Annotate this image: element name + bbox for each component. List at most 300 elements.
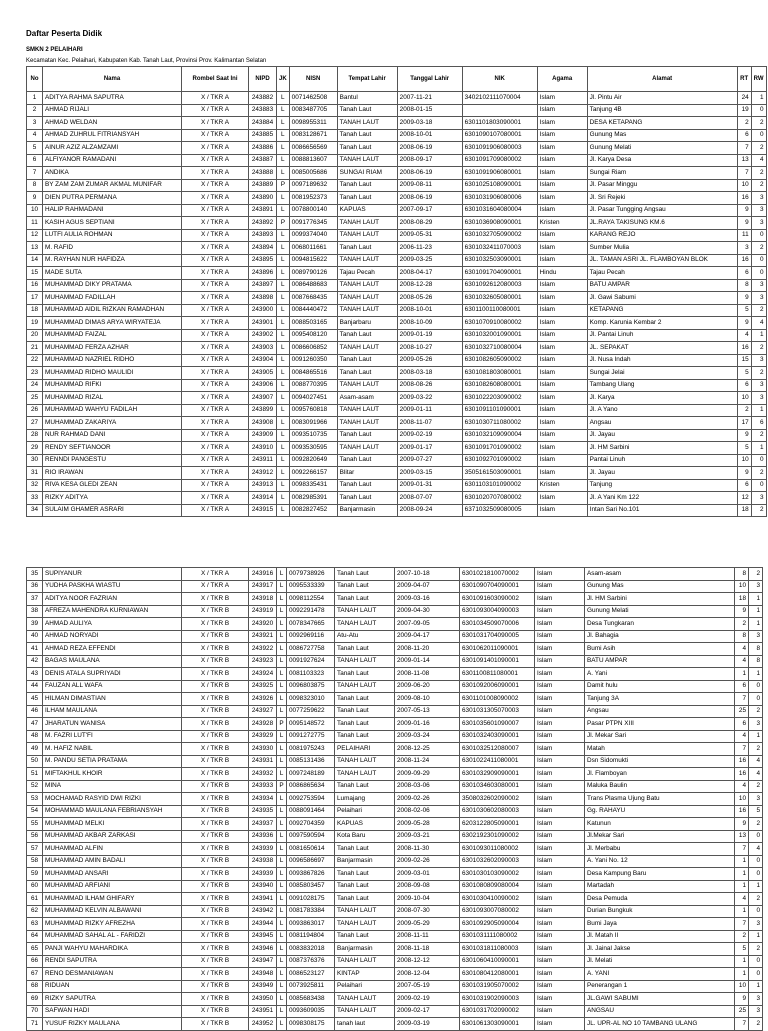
cell-rt: 2 xyxy=(737,117,751,130)
cell-nik: 6301070910080002 xyxy=(462,317,537,330)
table-row xyxy=(27,504,767,517)
cell-tempat-lahir: Tanah Laut xyxy=(337,192,397,205)
cell-nisn: 0087376376 xyxy=(287,955,335,968)
cell-nipd: 243938 xyxy=(249,855,277,868)
cell-nik: 6301022411080001 xyxy=(460,755,535,768)
cell-no: 40 xyxy=(27,630,43,643)
cell-nipd: 243942 xyxy=(249,905,277,918)
cell-nama: ADITYA RAHMA SAPUTRA xyxy=(43,92,182,105)
cell-agama: Islam xyxy=(535,968,585,981)
cell-rombel: X / TKR A xyxy=(182,154,249,167)
cell-alamat: Martadah xyxy=(585,880,735,893)
cell-rombel: X / TKR B xyxy=(182,818,249,831)
cell-agama: Islam xyxy=(537,342,587,355)
cell-alamat: Bumi Jaya xyxy=(585,918,735,931)
cell-alamat: Tajau Pecah xyxy=(587,267,737,280)
cell-nipd: 243920 xyxy=(249,618,277,631)
cell-nik: 6301092701090002 xyxy=(462,454,537,467)
cell-tempat-lahir: Tanah Laut xyxy=(337,104,397,117)
cell-alamat: Jl. Melati xyxy=(585,955,735,968)
table-row xyxy=(27,179,767,192)
cell-nipd: 243929 xyxy=(249,730,277,743)
cell-jk: L xyxy=(277,818,287,831)
cell-jk: L xyxy=(277,568,287,581)
cell-nipd: 243905 xyxy=(249,367,277,380)
table-row xyxy=(27,655,763,668)
cell-tempat-lahir: TANAH LAUT xyxy=(337,342,397,355)
cell-nisn: 0091272775 xyxy=(287,730,335,743)
cell-rombel: X / TKR B xyxy=(182,955,249,968)
cell-nik: 6301090704090001 xyxy=(460,580,535,593)
cell-tempat-lahir: Tanah Laut xyxy=(337,129,397,142)
table-row xyxy=(27,129,767,142)
cell-nama: HALIP RAHMADANI xyxy=(43,204,182,217)
cell-nisn: 0085803457 xyxy=(287,880,335,893)
cell-rw: 5 xyxy=(749,805,763,818)
cell-nama: NUR RAHMAD DANI xyxy=(43,429,182,442)
cell-nik: 6301021810070002 xyxy=(460,568,535,581)
cell-nik: 6301091603090002 xyxy=(460,593,535,606)
cell-no: 63 xyxy=(27,918,43,931)
cell-tanggal-lahir: 2008-11-24 xyxy=(395,755,460,768)
cell-tanggal-lahir: 2009-04-17 xyxy=(395,630,460,643)
cell-rt: 7 xyxy=(737,142,751,155)
cell-no: 33 xyxy=(27,492,43,505)
table-row xyxy=(27,818,763,831)
cell-agama: Islam xyxy=(535,605,585,618)
cell-rombel: X / TKR A xyxy=(182,179,249,192)
cell-nisn: 0079738926 xyxy=(287,568,335,581)
cell-agama: Islam xyxy=(537,442,587,455)
cell-nama: MUHAMMAD RIDHO MAULIDI xyxy=(43,367,182,380)
cell-tempat-lahir: SUNGAI RIAM xyxy=(337,167,397,180)
cell-tempat-lahir: TANAH LAUT xyxy=(335,655,395,668)
cell-jk: L xyxy=(277,680,287,693)
cell-nik xyxy=(462,104,537,117)
cell-rw: 0 xyxy=(749,830,763,843)
cell-rombel: X / TKR B xyxy=(182,680,249,693)
cell-tempat-lahir: Tanah Laut xyxy=(335,930,395,943)
cell-nisn: 0085683438 xyxy=(287,993,335,1006)
cell-nama: MADE SUTA xyxy=(43,267,182,280)
cell-no: 8 xyxy=(27,179,43,192)
cell-tanggal-lahir: 2008-12-25 xyxy=(395,743,460,756)
cell-alamat: Asam-asam xyxy=(585,568,735,581)
cell-rt: 9 xyxy=(737,292,751,305)
cell-nisn: 0081194804 xyxy=(287,930,335,943)
cell-rt: 15 xyxy=(737,354,751,367)
header-nipd: NIPD xyxy=(249,67,277,92)
cell-agama: Islam xyxy=(537,467,587,480)
cell-nisn: 0084440472 xyxy=(289,304,337,317)
cell-alamat: Jl. Merbabu xyxy=(585,843,735,856)
cell-nik: 6371032509080005 xyxy=(462,504,537,517)
cell-rt: 6 xyxy=(735,718,749,731)
cell-alamat: A. Yani No. 12 xyxy=(585,855,735,868)
table-row xyxy=(27,955,763,968)
cell-tempat-lahir: Tanah Laut xyxy=(335,593,395,606)
cell-rombel: X / TKR B xyxy=(182,705,249,718)
cell-rw: 2 xyxy=(751,504,766,517)
cell-agama: Islam xyxy=(535,693,585,706)
cell-agama: Islam xyxy=(537,142,587,155)
cell-jk: L xyxy=(277,92,290,105)
cell-no: 13 xyxy=(27,242,43,255)
cell-no: 30 xyxy=(27,454,43,467)
cell-rombel: X / TKR A xyxy=(182,442,249,455)
cell-tempat-lahir: TANAH LAUT xyxy=(337,154,397,167)
cell-tanggal-lahir: 2009-03-01 xyxy=(395,868,460,881)
cell-no: 2 xyxy=(27,104,43,117)
cell-rombel: X / TKR B xyxy=(182,993,249,1006)
table-row xyxy=(27,780,763,793)
cell-rombel: X / TKR B xyxy=(182,893,249,906)
table-row xyxy=(27,492,767,505)
cell-alamat: Jl. Nusa Indah xyxy=(587,354,737,367)
cell-nik: 6301030410090002 xyxy=(460,893,535,906)
cell-no: 39 xyxy=(27,618,43,631)
cell-no: 62 xyxy=(27,905,43,918)
cell-nipd: 243885 xyxy=(249,129,277,142)
cell-nik: 6301091401090001 xyxy=(460,655,535,668)
table-row xyxy=(27,943,763,956)
cell-jk: L xyxy=(277,329,290,342)
cell-nipd: 243951 xyxy=(249,1005,277,1018)
cell-rombel: X / TKR A xyxy=(182,217,249,230)
cell-nik: 6301032411070003 xyxy=(462,242,537,255)
cell-rt: 18 xyxy=(735,593,749,606)
cell-nik: 6301032705090002 xyxy=(462,229,537,242)
cell-rw: 3 xyxy=(751,279,766,292)
cell-agama: Islam xyxy=(535,893,585,906)
cell-agama: Islam xyxy=(537,329,587,342)
cell-rt: 10 xyxy=(735,580,749,593)
cell-nipd: 243923 xyxy=(249,655,277,668)
cell-jk: L xyxy=(277,104,290,117)
cell-nama: MUHAMMAD MELKI xyxy=(43,818,182,831)
cell-tanggal-lahir: 2009-03-21 xyxy=(395,830,460,843)
table-row xyxy=(27,968,763,981)
cell-jk: L xyxy=(277,855,287,868)
cell-rombel: X / TKR A xyxy=(182,354,249,367)
cell-tempat-lahir: TANAH LAUT xyxy=(337,292,397,305)
cell-rt: 4 xyxy=(735,893,749,906)
cell-tanggal-lahir: 2009-07-27 xyxy=(397,454,462,467)
cell-rombel: X / TKR A xyxy=(182,568,249,581)
cell-agama: Islam xyxy=(535,755,585,768)
cell-nik: 6301100811080001 xyxy=(460,668,535,681)
cell-nama: RENDI SAPUTRA xyxy=(43,955,182,968)
cell-nama: BAGAS MAULANA xyxy=(43,655,182,668)
cell-rt: 4 xyxy=(735,780,749,793)
cell-alamat: Gunung Mas xyxy=(585,580,735,593)
header-agama: Agama xyxy=(537,67,587,92)
cell-rw: 1 xyxy=(749,605,763,618)
cell-nipd: 243952 xyxy=(249,1018,277,1031)
cell-nama: RENO DESMANIAWAN xyxy=(43,968,182,981)
cell-rw: 3 xyxy=(749,993,763,1006)
cell-agama: Islam xyxy=(535,818,585,831)
table-row xyxy=(27,442,767,455)
cell-nik: 6301091906080001 xyxy=(462,167,537,180)
cell-rt: 10 xyxy=(735,980,749,993)
cell-agama: Islam xyxy=(535,718,585,731)
table-row xyxy=(27,805,763,818)
cell-tanggal-lahir: 2009-05-31 xyxy=(397,229,462,242)
cell-rt: 16 xyxy=(737,192,751,205)
cell-nama: MUHAMMAD WAHYU FADILAH xyxy=(43,404,182,417)
table-row xyxy=(27,104,767,117)
cell-alamat: DESA KETAPANG xyxy=(587,117,737,130)
cell-nisn: 0098112554 xyxy=(287,593,335,606)
cell-rt: 9 xyxy=(735,818,749,831)
cell-tanggal-lahir: 2009-08-11 xyxy=(397,179,462,192)
header-rt: RT xyxy=(737,67,751,92)
cell-agama: Islam xyxy=(537,104,587,117)
cell-tanggal-lahir: 2008-10-01 xyxy=(397,304,462,317)
cell-jk: L xyxy=(277,580,287,593)
cell-nipd: 243902 xyxy=(249,329,277,342)
cell-nipd: 243896 xyxy=(249,267,277,280)
cell-nama: HILMAN DIMASTIAN xyxy=(43,693,182,706)
cell-alamat: Desa Tungkaran xyxy=(585,618,735,631)
cell-alamat: Desa Pemuda xyxy=(585,893,735,906)
cell-nisn: 0093863017 xyxy=(287,918,335,931)
cell-rt: 7 xyxy=(735,918,749,931)
cell-no: 23 xyxy=(27,367,43,380)
cell-nik: 6301091709080002 xyxy=(462,154,537,167)
cell-rw: 2 xyxy=(751,304,766,317)
cell-nipd: 243897 xyxy=(249,279,277,292)
cell-rw: 4 xyxy=(751,317,766,330)
cell-tempat-lahir: Tanah Laut xyxy=(337,492,397,505)
cell-no: 10 xyxy=(27,204,43,217)
cell-rt: 4 xyxy=(735,655,749,668)
cell-tanggal-lahir: 2007-05-13 xyxy=(395,705,460,718)
cell-nama: RIDUAN xyxy=(43,980,182,993)
cell-tempat-lahir: Tanah Laut xyxy=(335,880,395,893)
cell-nisn: 0091927624 xyxy=(287,655,335,668)
cell-nisn: 0095760818 xyxy=(289,404,337,417)
cell-rt: 12 xyxy=(737,492,751,505)
cell-rw: 3 xyxy=(751,217,766,230)
cell-nik: 6301032001090001 xyxy=(462,329,537,342)
cell-jk: L xyxy=(277,618,287,631)
cell-jk: L xyxy=(277,893,287,906)
cell-jk: L xyxy=(277,755,287,768)
cell-no: 32 xyxy=(27,479,43,492)
cell-tanggal-lahir: 2009-01-31 xyxy=(397,479,462,492)
cell-nama: M. PANDU SETIA PRATAMA xyxy=(43,755,182,768)
cell-nipd: 243884 xyxy=(249,117,277,130)
cell-agama: Islam xyxy=(535,680,585,693)
cell-no: 11 xyxy=(27,217,43,230)
cell-jk: L xyxy=(277,267,290,280)
cell-rombel: X / TKR B xyxy=(182,905,249,918)
cell-rombel: X / TKR A xyxy=(182,242,249,255)
header-alamat: Alamat xyxy=(587,67,737,92)
cell-rw: 0 xyxy=(751,229,766,242)
cell-alamat: Jl. HM Sarbini xyxy=(587,442,737,455)
cell-jk: L xyxy=(277,1018,287,1031)
cell-tempat-lahir: KINTAP xyxy=(335,968,395,981)
cell-rombel: X / TKR A xyxy=(182,129,249,142)
cell-tanggal-lahir: 2008-11-07 xyxy=(397,417,462,430)
cell-nama: MUHAMMAD ZAKARIYA xyxy=(43,417,182,430)
cell-rw: 0 xyxy=(751,104,766,117)
cell-tanggal-lahir: 2008-08-29 xyxy=(397,217,462,230)
cell-no: 49 xyxy=(27,743,43,756)
cell-tanggal-lahir: 2008-04-17 xyxy=(397,267,462,280)
cell-nik: 6301082608080001 xyxy=(462,379,537,392)
cell-nisn: 0084865516 xyxy=(289,367,337,380)
cell-tempat-lahir: TANAH LAUT xyxy=(337,379,397,392)
cell-nama: DENIS ATALA SUPRIYADI xyxy=(43,668,182,681)
table-row xyxy=(27,580,763,593)
cell-rombel: X / TKR B xyxy=(182,968,249,981)
cell-no: 9 xyxy=(27,192,43,205)
cell-alamat: Jl. A Yani Km 122 xyxy=(587,492,737,505)
cell-tempat-lahir: Asam-asam xyxy=(337,392,397,405)
cell-rombel: X / TKR B xyxy=(182,730,249,743)
cell-tempat-lahir: Bantul xyxy=(337,92,397,105)
cell-nisn: 0092266157 xyxy=(289,467,337,480)
cell-nama: MUHAMMAD FADILLAH xyxy=(43,292,182,305)
cell-nama: MUHAMMAD AIDIL RIZKAN RAMADHAN xyxy=(43,304,182,317)
cell-jk: L xyxy=(277,768,287,781)
cell-rombel: X / TKR B xyxy=(182,668,249,681)
cell-jk: L xyxy=(277,117,290,130)
cell-tanggal-lahir: 2009-05-26 xyxy=(397,354,462,367)
cell-no: 41 xyxy=(27,643,43,656)
cell-tempat-lahir: TANAH LAUT xyxy=(335,755,395,768)
cell-rt: 4 xyxy=(737,329,751,342)
cell-no: 71 xyxy=(27,1018,43,1031)
table-row xyxy=(27,630,763,643)
cell-tanggal-lahir: 2009-03-25 xyxy=(397,254,462,267)
cell-no: 38 xyxy=(27,605,43,618)
cell-alamat: Sungai Jelai xyxy=(587,367,737,380)
cell-alamat: Jl. Karya Desa xyxy=(587,154,737,167)
cell-agama: Islam xyxy=(537,179,587,192)
cell-nipd: 243915 xyxy=(249,504,277,517)
cell-tanggal-lahir: 2007-09-05 xyxy=(395,618,460,631)
cell-nisn: 0071462508 xyxy=(289,92,337,105)
table-row xyxy=(27,843,763,856)
cell-nipd: 243908 xyxy=(249,417,277,430)
cell-jk: L xyxy=(277,655,287,668)
cell-rw: 8 xyxy=(749,643,763,656)
cell-no: 31 xyxy=(27,467,43,480)
cell-agama: Islam xyxy=(535,730,585,743)
cell-tanggal-lahir: 2009-03-18 xyxy=(397,117,462,130)
table-row xyxy=(27,192,767,205)
cell-rombel: X / TKR B xyxy=(182,630,249,643)
cell-nipd: 243927 xyxy=(249,705,277,718)
cell-alamat: A. YANI xyxy=(585,968,735,981)
cell-rombel: X / TKR A xyxy=(182,104,249,117)
cell-rw: 0 xyxy=(751,267,766,280)
cell-alamat: Jl. Mekar Sari xyxy=(585,730,735,743)
header-nama: Nama xyxy=(43,67,182,92)
header-nik: NIK xyxy=(462,67,537,92)
cell-tempat-lahir: Tanah Laut xyxy=(337,429,397,442)
cell-tanggal-lahir: 2008-07-07 xyxy=(397,492,462,505)
cell-rw: 3 xyxy=(749,630,763,643)
cell-nisn: 0083487705 xyxy=(289,104,337,117)
cell-jk: L xyxy=(277,730,287,743)
table-row xyxy=(27,254,767,267)
cell-alamat: BATU AMPAR xyxy=(585,655,735,668)
cell-rw: 2 xyxy=(751,342,766,355)
cell-nik: 6301091704090001 xyxy=(462,267,537,280)
cell-nik: 6301093004090003 xyxy=(460,605,535,618)
cell-nama: MOCHAMAD RASYID DWI RIZKI xyxy=(43,793,182,806)
cell-nisn: 0077259622 xyxy=(287,705,335,718)
table-row xyxy=(27,718,763,731)
cell-nik: 6301080412080001 xyxy=(460,968,535,981)
table-row xyxy=(27,893,763,906)
cell-nisn: 0097189632 xyxy=(289,179,337,192)
cell-rt: 5 xyxy=(735,943,749,956)
cell-tempat-lahir: TANAH LAUT xyxy=(335,1005,395,1018)
cell-agama: Islam xyxy=(537,504,587,517)
cell-tanggal-lahir: 2008-12-28 xyxy=(397,279,462,292)
cell-rw: 2 xyxy=(749,568,763,581)
cell-nisn: 0091260350 xyxy=(289,354,337,367)
table-row xyxy=(27,668,763,681)
cell-tanggal-lahir: 2008-09-08 xyxy=(395,880,460,893)
cell-nipd: 243946 xyxy=(249,943,277,956)
cell-nisn: 0087668435 xyxy=(289,292,337,305)
cell-alamat: ANGSAU xyxy=(585,1005,735,1018)
cell-alamat: Angsau xyxy=(585,705,735,718)
cell-rw: 2 xyxy=(751,117,766,130)
cell-rt: 7 xyxy=(737,167,751,180)
cell-nik: 6301061303090001 xyxy=(460,1018,535,1031)
cell-no: 69 xyxy=(27,993,43,1006)
cell-rt: 5 xyxy=(737,367,751,380)
cell-nisn: 0081650614 xyxy=(287,843,335,856)
cell-rombel: X / TKR B xyxy=(182,868,249,881)
cell-nipd: 243926 xyxy=(249,693,277,706)
cell-nik: 6301092006090001 xyxy=(460,680,535,693)
cell-nisn: 0093510735 xyxy=(289,429,337,442)
cell-nipd: 243939 xyxy=(249,868,277,881)
cell-nipd: 243903 xyxy=(249,342,277,355)
cell-nipd: 243930 xyxy=(249,743,277,756)
cell-alamat: Jl. Pantai Linuh xyxy=(587,329,737,342)
cell-nipd: 243909 xyxy=(249,429,277,442)
cell-rombel: X / TKR B xyxy=(182,793,249,806)
cell-nisn: 0091776345 xyxy=(289,217,337,230)
cell-alamat: Gunung Melati xyxy=(587,142,737,155)
document-title: Daftar Peserta Didik xyxy=(26,29,103,38)
cell-nipd: 243906 xyxy=(249,379,277,392)
cell-agama: Islam xyxy=(537,192,587,205)
cell-alamat: JL. SEPAKAT xyxy=(587,342,737,355)
cell-nik: 6301034509070006 xyxy=(460,618,535,631)
cell-nik: 6301025108090001 xyxy=(462,179,537,192)
cell-tempat-lahir: Tanah Laut xyxy=(335,718,395,731)
cell-nik: 3508032602090002 xyxy=(460,793,535,806)
cell-no: 5 xyxy=(27,142,43,155)
cell-nipd: 243891 xyxy=(249,204,277,217)
table-row xyxy=(27,680,763,693)
cell-nipd: 243934 xyxy=(249,793,277,806)
cell-agama: Islam xyxy=(535,630,585,643)
cell-rw: 2 xyxy=(751,367,766,380)
